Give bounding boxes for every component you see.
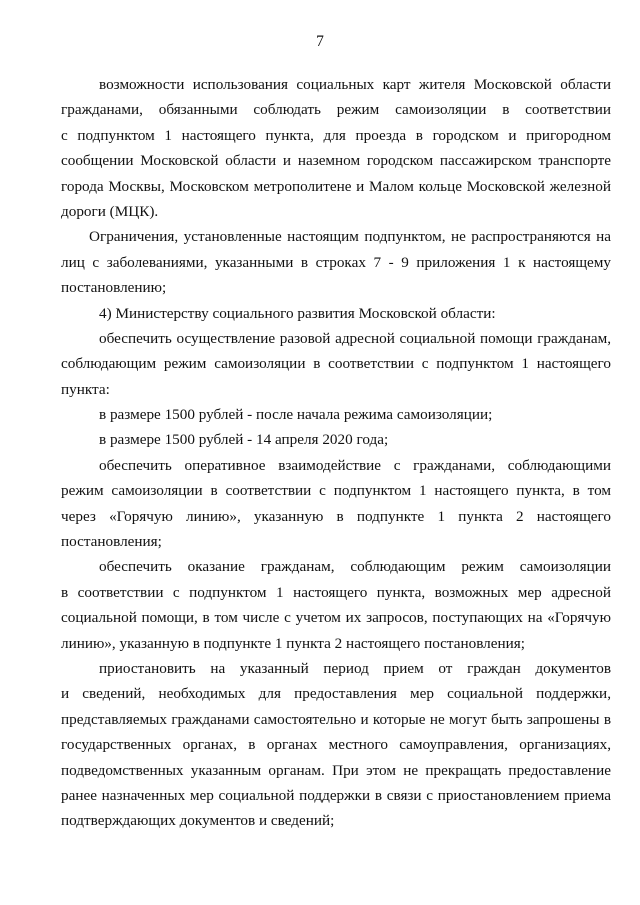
text-line: сообщении Московской области и наземном городском пассажирском транспорте	[61, 152, 611, 170]
text-line: приостановить на указанный период прием от граждан документов	[99, 659, 611, 677]
text-line: в размере 1500 рублей - после начала режима самоизоляции;	[99, 406, 493, 424]
text-line: обеспечить оперативное взаимодействие с гражданами, соблюдающими	[99, 456, 611, 474]
text-line: постановления;	[61, 533, 162, 551]
text-line: соблюдающим режим самоизоляции в соответствии с подпунктом 1 настоящего	[61, 355, 611, 373]
paragraph	[61, 301, 611, 326]
text-line: режим самоизоляции в соответствии с подпунктом 1 настоящего пункта, в том	[61, 482, 611, 500]
text-line: Ограничения, установленные настоящим подпунктом, не распространяются на	[89, 228, 611, 246]
text-line: города Москвы, Московском метрополитене и Малом кольце Московской железной	[61, 177, 611, 195]
paragraph	[61, 72, 611, 224]
text-line: обеспечить осуществление разовой адресной социальной помощи гражданам,	[99, 329, 611, 347]
text-line: подтверждающих документов и сведений;	[61, 812, 335, 830]
text-line: пункта:	[61, 380, 110, 398]
paragraph	[61, 427, 611, 452]
text-line: возможности использования социальных карт жителя Московской области	[99, 76, 611, 93]
text-line: 4) Министерству социального развития Московской области:	[99, 304, 496, 322]
text-line: обеспечить оказание гражданам, соблюдающим режим самоизоляции	[99, 558, 611, 576]
text-line: с подпунктом 1 настоящего пункта, для проезда в городском и пригородном	[61, 126, 611, 144]
text-line: государственных органах, в органах местного самоуправления, организациях,	[61, 736, 611, 754]
text-line: гражданами, обязанными соблюдать режим самоизоляции в соответствии	[61, 101, 611, 119]
text-line: постановлению;	[61, 279, 167, 297]
text-line: через «Горячую линию», указанную в подпункте 1 пункта 2 настоящего	[61, 507, 611, 525]
paragraph	[61, 554, 611, 656]
paragraph	[61, 453, 611, 555]
text-line: и сведений, необходимых для предоставления мер социальной поддержки,	[61, 685, 611, 703]
text-line: подведомственных указанным органам. При этом не прекращать предоставление	[61, 761, 611, 779]
document-body	[61, 72, 611, 834]
text-line: линию», указанную в подпункте 1 пункта 2 настоящего постановления;	[61, 634, 525, 652]
text-line: в размере 1500 рублей - 14 апреля 2020 года;	[99, 431, 389, 449]
page-number: 7	[316, 33, 324, 50]
paragraph	[61, 326, 611, 402]
text-line: ранее назначенных мер социальной поддержки в связи с приостановлением приема	[61, 786, 611, 804]
paragraph	[61, 402, 611, 427]
text-line: представляемых гражданами самостоятельно и которые не могут быть запрошены в	[61, 710, 611, 728]
text-line: дороги (МЦК).	[61, 202, 159, 220]
text-line: социальной помощи, в том числе с учетом их запросов, поступающих на «Горячую	[61, 609, 611, 627]
text-line: лиц с заболеваниями, указанными в строках 7 - 9 приложения 1 к настоящему	[61, 253, 611, 271]
paragraph	[61, 224, 611, 300]
text-line: в соответствии с подпунктом 1 настоящего пункта, возможных мер адресной	[61, 583, 611, 601]
paragraph	[61, 656, 611, 834]
